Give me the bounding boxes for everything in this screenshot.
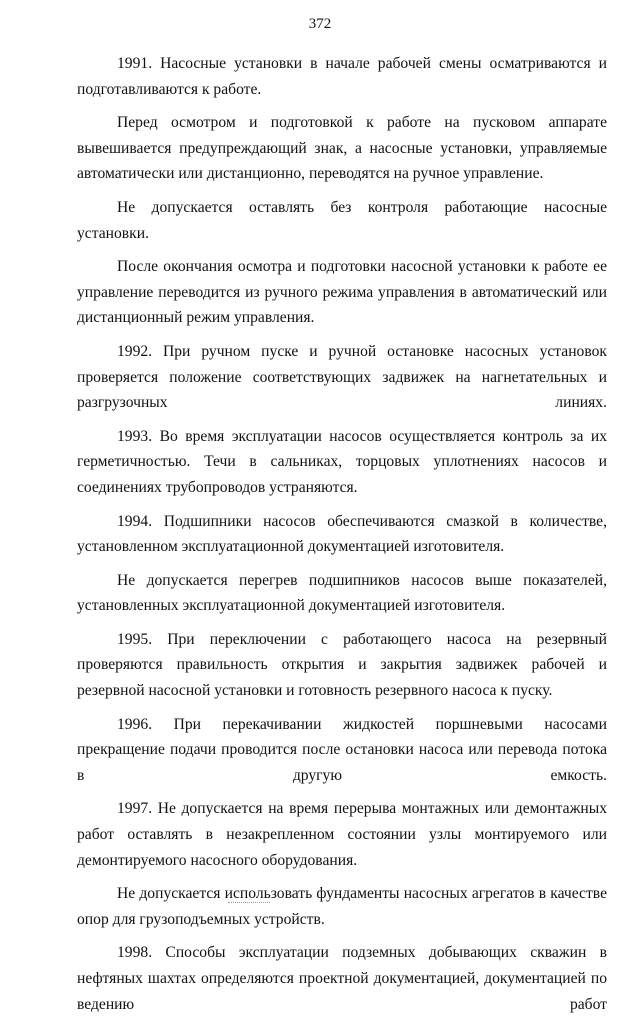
page-number: 372	[308, 16, 332, 32]
paragraph-inspection-sign: Перед осмотром и подготовкой к работе на пусковом аппарате вывешивается предупреждающий знак, а насосные установки, управляемые автоматически или дистанционно, переводятся на ручное управление.	[77, 114, 607, 183]
paragraph-1998: 1998. Способы эксплуатации подземных добывающих скважин в нефтяных шахтах определяются проектной документацией, документацией по ведению работ	[77, 944, 607, 1013]
paragraph-no-unattended: Не допускается оставлять без контроля работающие насосные установки.	[77, 198, 607, 242]
paragraph-1993: 1993. Во время эксплуатации насосов осуществляется контроль за их герметичностью. Течи в сальниках, торцовых уплотнениях насосов и соединениях трубопроводов устраняются.	[77, 427, 607, 496]
document-body	[77, 51, 607, 1017]
paragraph-1992: 1992. При ручном пуске и ручной остановке насосных установок проверяется положение соответствующих задвижек на нагнетательных и разгрузочных линиях.	[77, 342, 607, 412]
paragraph-1995: 1995. При переключении с работающего насоса на резервный проверяются правильность открытия и закрытия задвижек рабочей и резервной насосной установки и готовность резервного насоса к пуску.	[77, 630, 607, 700]
paragraph-1997: 1997. Не допускается на время перерыва монтажных или демонтажных работ оставлять в незакрепленном состоянии узлы монтируемого или демонтируемого насосного оборудования.	[77, 800, 607, 869]
paragraph-overheat: Не допускается перегрев подшипников насосов выше показателей, установленных эксплуатационной документацией изготовителя.	[77, 571, 607, 615]
paragraph-1996: 1996. При перекачивании жидкостей поршневыми насосами прекращение подачи проводится после остановки насоса или перевода потока в другую емкость.	[77, 715, 607, 784]
paragraph-foundations: Не допускается использовать фундаменты насосных агрегатов в качестве опор для грузоподъемных устройств.	[77, 885, 607, 928]
paragraph-1991: 1991. Насосные установки в начале рабочей смены осматриваются и подготавливаются к работе.	[77, 55, 607, 98]
paragraph-1994: 1994. Подшипники насосов обеспечиваются смазкой в количестве, установленном эксплуатационной документацией изготовителя.	[77, 512, 607, 556]
paragraph-after-inspection: После окончания осмотра и подготовки насосной установки к работе ее управление переводится из ручного режима управления в автоматический или дистанционный режим управления.	[77, 258, 607, 327]
